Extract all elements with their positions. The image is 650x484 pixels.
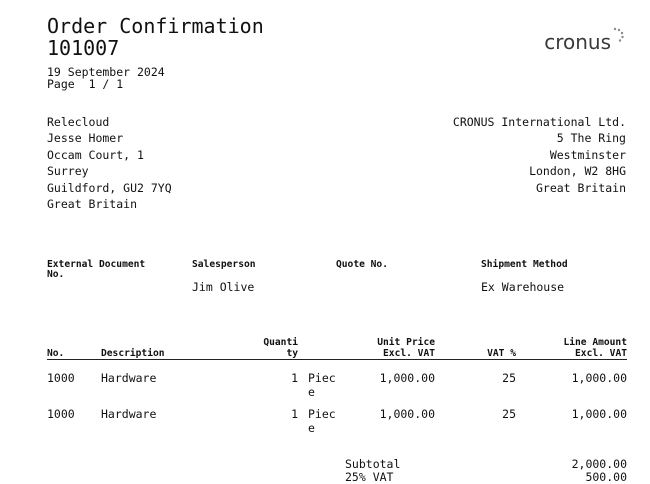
row-2-unit: Piece xyxy=(308,407,336,435)
row-1-vat-pct: 25 xyxy=(502,371,516,385)
company-name: CRONUS International Ltd. xyxy=(452,115,626,129)
row-2-description: Hardware xyxy=(101,407,157,421)
row-1-line-amount: 1,000.00 xyxy=(571,371,627,385)
customer-country: Great Britain xyxy=(47,197,138,212)
customer-city: Guildford, GU2 7YQ xyxy=(47,180,172,195)
document-title: Order Confirmation xyxy=(47,14,264,38)
col-header-unit-price: Unit Price Excl. VAT xyxy=(377,337,435,359)
salesperson-value: Jim Olive xyxy=(192,280,255,294)
vat-total-label: 25% VAT xyxy=(345,470,394,484)
customer-contact: Jesse Homer xyxy=(47,131,124,146)
salesperson-label: Salesperson xyxy=(192,259,256,270)
vat-total-value: 500.00 xyxy=(585,470,627,484)
page-indicator xyxy=(47,78,123,90)
table-header-divider xyxy=(47,359,627,360)
customer-address xyxy=(47,114,172,212)
row-1-quantity: 1 xyxy=(291,371,298,385)
page-value: 1 / 1 xyxy=(88,77,124,91)
subtotal-label: Subtotal xyxy=(345,457,401,471)
logo-dots-icon xyxy=(612,27,624,43)
row-2-quantity: 1 xyxy=(291,407,298,421)
row-1-no: 1000 xyxy=(47,371,75,385)
row-1-unit-price: 1,000.00 xyxy=(379,371,435,385)
col-header-vat-pct: VAT % xyxy=(487,348,516,359)
logo-text: cronus xyxy=(544,30,611,54)
external-document-label: External Document No. xyxy=(47,259,146,280)
col-header-description: Description xyxy=(101,348,165,359)
shipment-method-label: Shipment Method xyxy=(481,259,568,270)
col-header-no: No. xyxy=(47,348,65,359)
page-label: Page xyxy=(47,77,75,91)
company-logo xyxy=(544,30,624,54)
company-country: Great Britain xyxy=(535,180,626,195)
document-number: 101007 xyxy=(47,36,120,60)
row-2-unit-price: 1,000.00 xyxy=(379,407,435,421)
row-1-description: Hardware xyxy=(101,371,157,385)
customer-street: Occam Court, 1 xyxy=(47,147,144,162)
quote-no-label: Quote No. xyxy=(336,259,388,270)
company-address xyxy=(453,114,626,196)
company-city: London, W2 8HG xyxy=(529,164,626,179)
col-header-quantity: Quantity xyxy=(263,337,298,359)
subtotal-value: 2,000.00 xyxy=(571,457,627,471)
company-street: 5 The Ring xyxy=(556,131,626,146)
row-2-no: 1000 xyxy=(47,407,75,421)
document-date: 19 September 2024 xyxy=(47,65,165,79)
customer-county: Surrey xyxy=(47,164,89,179)
shipment-method-value: Ex Warehouse xyxy=(481,280,565,294)
customer-name: Relecloud xyxy=(47,115,110,129)
company-district: Westminster xyxy=(549,147,626,162)
row-2-vat-pct: 25 xyxy=(502,407,516,421)
row-2-line-amount: 1,000.00 xyxy=(571,407,627,421)
row-1-unit: Piece xyxy=(308,371,336,399)
col-header-line-amount: Line Amount Excl. VAT xyxy=(563,337,627,359)
